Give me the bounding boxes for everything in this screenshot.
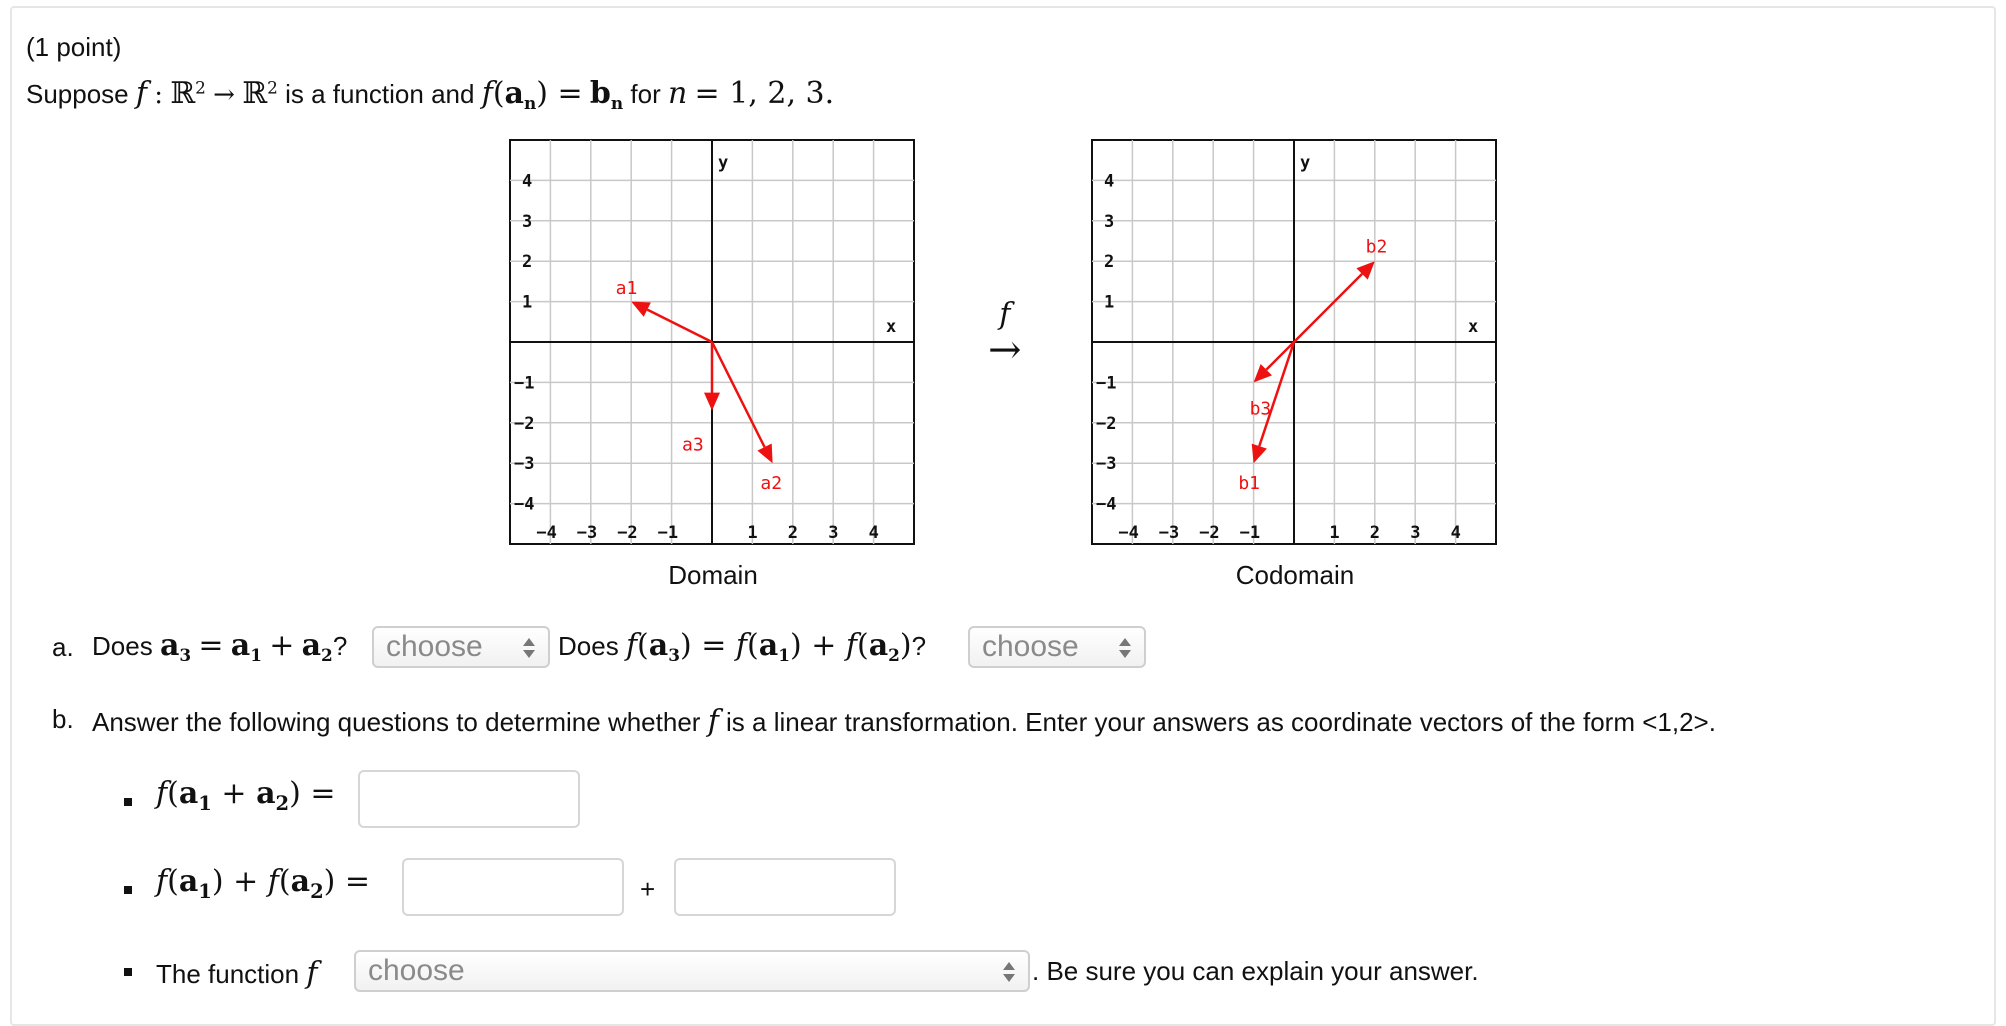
codomain-y-tick-label: −1	[1096, 373, 1117, 394]
domain-x-axis-label: x	[886, 317, 897, 337]
item2-expression: $f(a_1) + f(a_2)$ =	[156, 864, 371, 903]
codomain-y-tick-label: 1	[1104, 292, 1115, 313]
part-a-question-1: Does $a_3 = a_1 + a_2$?	[92, 628, 348, 666]
domain-y-tick-label: 1	[522, 292, 533, 313]
domain-y-tick-label: −1	[514, 373, 535, 394]
domain-x-tick-label: 3	[828, 523, 839, 543]
domain-x-tick-label: 4	[868, 523, 879, 543]
domain-y-tick-label: −4	[514, 494, 535, 515]
codomain-vector-label-b3: b3	[1249, 398, 1272, 420]
domain-x-tick-label: −3	[576, 523, 598, 543]
f-a1-input[interactable]	[402, 858, 624, 916]
codomain-graph	[1090, 138, 1498, 546]
choose-select-a2[interactable]: choose	[968, 626, 1146, 668]
points-label: (1 point)	[26, 32, 122, 62]
codomain-y-tick-label: 4	[1104, 171, 1115, 192]
codomain-y-tick-label: −3	[1096, 454, 1117, 475]
domain-vector-label-a2: a2	[760, 472, 783, 494]
codomain-x-tick-label: 4	[1450, 523, 1461, 543]
codomain-x-axis-label: x	[1468, 317, 1479, 337]
domain-x-tick-label: −1	[657, 523, 679, 543]
bullet	[124, 968, 132, 976]
f-a2-input[interactable]	[674, 858, 896, 916]
codomain-x-tick-label: 3	[1410, 523, 1421, 543]
codomain-caption: Codomain	[1235, 560, 1355, 590]
domain-y-tick-label: −2	[514, 413, 535, 434]
part-a-label: a.	[52, 632, 74, 662]
part-b-instructions: Answer the following questions to determine whether f is a linear transformation. Enter your answers as coordinate vectors of the form <1,2>.	[92, 704, 1716, 739]
domain-y-tick-label: −3	[514, 454, 535, 475]
codomain-y-tick-label: 3	[1104, 211, 1115, 232]
codomain-x-tick-label: −2	[1199, 523, 1220, 543]
codomain-y-tick-label: −2	[1096, 413, 1117, 434]
bullet	[124, 886, 132, 894]
item1-expression: $f(a_1 + a_2)$ =	[156, 776, 336, 815]
part-b-label: b.	[52, 704, 74, 734]
domain-vector-label-a3: a3	[682, 434, 704, 456]
select-arrows-icon	[522, 637, 536, 659]
codomain-x-tick-label: 1	[1329, 523, 1340, 543]
domain-x-tick-label: 2	[787, 523, 799, 543]
problem-statement: Suppose f : ℝ$^2$ → ℝ$^2$ is a function and $f(a_n) = b_n$ for n = 1, 2, 3.	[26, 76, 835, 114]
codomain-x-tick-label: −1	[1239, 523, 1261, 543]
domain-vector-label-a1: a1	[615, 277, 638, 299]
domain-y-tick-label: 2	[522, 252, 533, 273]
codomain-y-axis-label: y	[1300, 153, 1311, 173]
part-a-question-2: Does $f(a_3) = f(a_1) + f(a_2)$?	[558, 628, 927, 666]
domain-x-tick-label: 1	[747, 523, 758, 543]
domain-y-axis-label: y	[718, 153, 729, 173]
f-a1-plus-a2-input[interactable]	[358, 770, 580, 828]
function-linearity-select[interactable]: choose	[354, 950, 1030, 992]
select-arrows-icon	[1118, 637, 1132, 659]
domain-x-tick-label: −2	[617, 523, 638, 543]
domain-y-tick-label: 4	[522, 171, 533, 192]
item3-text: The function f	[156, 956, 318, 991]
codomain-vector-label-b2: b2	[1365, 236, 1388, 258]
codomain-y-tick-label: 2	[1104, 252, 1115, 273]
select-arrows-icon	[1002, 961, 1016, 983]
choose-select-a1[interactable]: choose	[372, 626, 550, 668]
domain-caption: Domain	[668, 560, 758, 590]
codomain-x-tick-label: −3	[1158, 523, 1180, 543]
plus-sign: +	[640, 874, 656, 904]
f-map-label: f →	[988, 297, 1022, 373]
codomain-x-tick-label: 2	[1369, 523, 1381, 543]
item3-suffix: . Be sure you can explain your answer.	[1032, 956, 1479, 986]
map-arrow-icon: →	[988, 327, 1022, 373]
domain-graph	[508, 138, 916, 546]
codomain-x-tick-label: −4	[1118, 523, 1139, 543]
domain-y-tick-label: 3	[522, 211, 533, 232]
codomain-y-tick-label: −4	[1096, 494, 1117, 515]
bullet	[124, 798, 132, 806]
domain-x-tick-label: −4	[536, 523, 557, 543]
codomain-vector-label-b1: b1	[1238, 472, 1261, 494]
